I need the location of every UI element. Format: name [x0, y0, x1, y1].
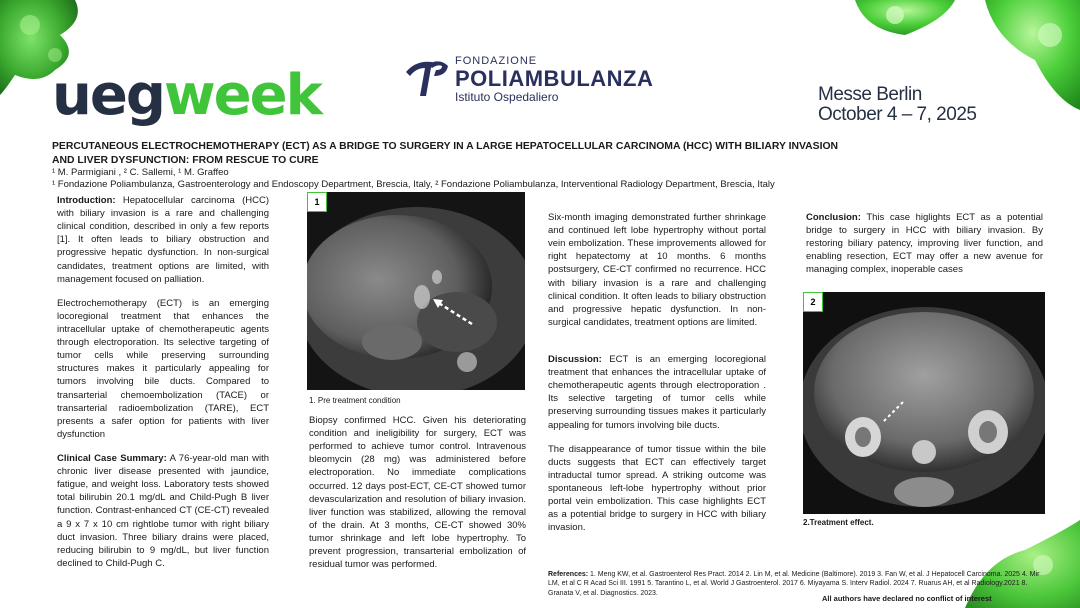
references-text: 1. Meng KW, et al. Gastroenterol Res Pract. 2014 2. Lin M, et al. Medicine (Baltimore). 2019 3. Fan W, et al. J Hepatocell Carcinoma. 2025 4. Mir LM, et al C R Acad Sci III. 1991 5. Tarantino L, et al. World J Gastroenterol. 2017 6. Miyayama S. Interv Radiol. 2024 7. Ruarus AH, et al Radiology.2021 8. Granata V, et al. Diagnostics. 2023.	[548, 571, 1040, 597]
column-introduction	[57, 194, 269, 581]
figure-1-caption: 1. Pre treatment condition	[309, 396, 401, 405]
discussion-label: Discussion:	[548, 353, 602, 365]
introduction-paragraph	[57, 194, 269, 286]
introduction-text: Hepatocellular carcinoma (HCC) with biliary invasion is a rare and challenging clinical condition, described in only a few reports [1]. It often leads to biliary obstruction and progressive hepatic dysfunction. In non-surgical candidates, treatment options are limited, with management focused on palliation.	[57, 195, 269, 285]
figure-1-badge: 1	[307, 192, 327, 212]
logo-line-name: POLIAMBULANZA	[455, 66, 654, 92]
venue-location: Messe Berlin	[818, 84, 922, 105]
references-label: References:	[548, 571, 589, 578]
six-month-paragraph: Six-month imaging demonstrated further shrinkage and continued left lobe hypertrophy without portal vein embolization. These improvements allowed for right hepatectomy at 10 months. 6 months postsurgery, CE-CT confirmed no recurrence. HCC with biliary invasion is a rare and challenging clinical condition. It often leads to biliary obstruction and progressive hepatic dysfunction. In non-surgical candidates, treatment options are limited.	[548, 212, 766, 328]
conclusion-text: This case higlights ECT as a potential bridge to surgery in HCC with biliary invasion. By restoring biliary patency, improving liver function, and enabling resection, ECT may offer a new avenue for managing complex, inoperable cases	[806, 212, 1043, 276]
conclusion-paragraph	[806, 211, 1043, 277]
discussion-paragraph	[548, 353, 766, 432]
column-case-continuation	[309, 414, 526, 582]
column-conclusion	[806, 211, 1043, 288]
poliambulanza-emblem-icon	[402, 56, 450, 100]
logo-line-institute: Istituto Ospedaliero	[455, 90, 559, 105]
poster-title: PERCUTANEOUS ELECTROCHEMOTHERAPY (ECT) AS A BRIDGE TO SURGERY IN A LARGE HEPATOCELLULAR CARCINOMA (HCC) WITH BILIARY INVASION AND LIVER DYSFUNCTION: FROM RESCUE TO CURE	[52, 141, 839, 167]
ect-paragraph: Electrochemotherapy (ECT) is an emerging locoregional treatment that enhances the intracellular uptake of chemotherapeutic agents through electroporation. Its selective targeting of tumor cells while preserving surrounding structures makes it particularly appealing for tumors involving bile ducts. Compared to transarterial chemoembolization (TACE) or transarterial radioembolization (TARE), ECT presents a safer option for patients with liver dysfunction	[57, 297, 269, 440]
clinical-case-label: Clinical Case Summary:	[57, 452, 167, 464]
clinical-case-paragraph	[57, 452, 269, 570]
disclaimer: All authors have declared no conflict of interest	[822, 594, 992, 603]
discussion-text: ECT is an emerging locoregional treatment that enhances the intracellular uptake of chemotherapeutic agents through electroporation . Its selective targeting of tumor cells while preserving surrounding tissues makes it particularly appealing for tumors involving bile ducts.	[548, 353, 766, 431]
author-block	[52, 167, 775, 192]
figure-2-caption: 2.Treatment effect.	[803, 518, 874, 527]
brand-ueg: ueg	[52, 63, 164, 128]
ct-image-pre-treatment	[307, 192, 525, 390]
figure-2-badge: 2	[803, 292, 823, 312]
event-venue	[818, 85, 976, 125]
ct-image-treatment-effect	[803, 292, 1045, 514]
venue-dates: October 4 – 7, 2025	[818, 103, 977, 125]
column-discussion	[548, 211, 766, 545]
clinical-case-text: A 76-year-old man with chronic liver disease presented with jaundice, fatigue, and weight loss. Laboratory tests showed total bilirubin 20.1 mg/dL and Child-Pugh B liver function. Contrast-enhanced CT (CE-CT) revealed a 9 x 7 x 10 cm rightlobe tumor with right biliary duct invasion. Three biliary drains were placed, reducing bilirubin to 9 mg/dL, but liver function declined to Child-Pugh C.	[57, 452, 269, 569]
poliambulanza-logo	[455, 55, 653, 104]
logo-line-foundation: FONDAZIONE	[455, 55, 538, 67]
brand-week: week	[163, 63, 321, 128]
author-list: ¹ M. Parmigiani , ² C. Sallemi, ¹ M. Graffeo	[52, 167, 229, 178]
conclusion-label: Conclusion:	[806, 212, 861, 223]
ueg-week-logo	[52, 63, 321, 128]
affiliations: ¹ Fondazione Poliambulanza, Gastroenterology and Endoscopy Department, Brescia, Italy, ² Fondazione Poliambulanza, Interventional Radiology Department, Brescia, Italy	[52, 179, 775, 191]
disappearance-paragraph: The disappearance of tumor tissue within the bile ducts suggests that ECT can effectively target intraductal tumor spread. A striking outcome was spontaneous left-lobe hypertrophy without prior portal vein embolization. This case highlights ECT as a potential bridge to surgery in HCC with biliary invasion.	[548, 443, 766, 534]
biopsy-paragraph: Biopsy confirmed HCC. Given his deteriorating condition and ineligibility for surgery, ECT was performed to achieve tumor control. Intravenous bleomycin (28 mg) was administered before electroporation. No immediate complications occurred. 12 days post-ECT, CE-CT showed tumor devascularization and resolution of biliary invasion. liver function was stabilized, allowing the removal of the drain. At 3 months, CE-CT showed 30% tumor shrinkage and left lobe hypertrophy. To prevent progression, transarterial embolization of residual tumor was performed.	[309, 415, 526, 571]
introduction-label: Introduction:	[57, 195, 116, 206]
